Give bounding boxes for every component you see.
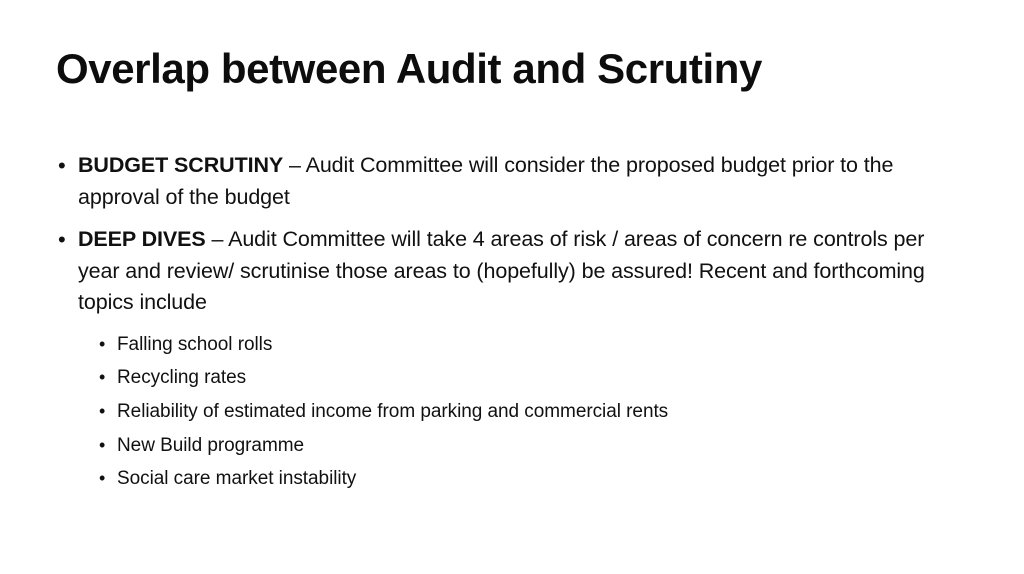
sub-bullet-marker-icon: • bbox=[99, 434, 106, 455]
list-item bbox=[56, 150, 966, 213]
sub-bullet-marker-icon: • bbox=[99, 400, 106, 421]
sub-list-item bbox=[99, 429, 966, 463]
sub-list-item bbox=[99, 462, 966, 496]
list-item bbox=[56, 224, 966, 496]
sub-list-item-text: Falling school rolls bbox=[117, 333, 273, 355]
list-item-lead: DEEP DIVES bbox=[78, 227, 206, 251]
page-title: Overlap between Audit and Scrutiny bbox=[56, 45, 762, 92]
sub-list-item-text: Social care market instability bbox=[117, 468, 357, 490]
sub-list-item bbox=[99, 328, 966, 362]
sub-list-item-text: Reliability of estimated income from parking and commercial rents bbox=[117, 400, 669, 422]
bullet-marker-icon: • bbox=[58, 153, 66, 178]
sub-list-item-text: Recycling rates bbox=[117, 367, 247, 389]
list-item-text bbox=[78, 224, 966, 496]
sub-bullet-marker-icon: • bbox=[99, 367, 106, 388]
sub-bullet-marker-icon: • bbox=[99, 468, 106, 489]
sub-list-item bbox=[99, 395, 966, 429]
list-item-text bbox=[78, 150, 966, 213]
bullet-marker-icon: • bbox=[58, 227, 66, 252]
list-item-lead: BUDGET SCRUTINY bbox=[78, 153, 284, 177]
list-item-body: – Audit Committee will take 4 areas of risk / areas of concern re controls per year and review/ scrutinise those areas to (hopefully) be assured! Recent and forthcoming topics include bbox=[78, 227, 925, 314]
sub-bullet-marker-icon: • bbox=[99, 333, 106, 354]
sub-list-item bbox=[99, 361, 966, 395]
list-item-body: – Audit Committee will consider the proposed budget prior to the approval of the budget bbox=[78, 153, 894, 209]
sub-list-item-text: New Build programme bbox=[117, 434, 305, 456]
bullet-list bbox=[56, 150, 966, 496]
sub-bullet-list bbox=[78, 328, 966, 496]
